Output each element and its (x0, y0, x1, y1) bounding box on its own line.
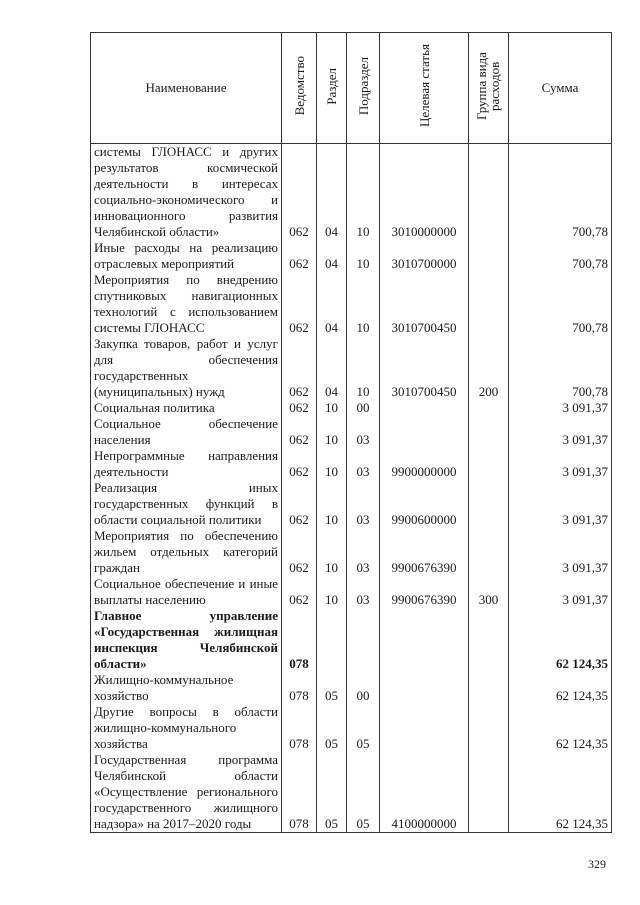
cell-vedomstvo: 062 (282, 576, 317, 608)
header-razdel: Раздел (317, 33, 347, 144)
header-target-article: Целевая статья (380, 33, 469, 144)
cell-razdel: 10 (317, 448, 347, 480)
cell-razdel: 05 (317, 704, 347, 752)
cell-razdel: 05 (317, 752, 347, 833)
cell-podrazdel: 03 (347, 416, 380, 448)
cell-podrazdel: 03 (347, 576, 380, 608)
cell-sum: 62 124,35 (509, 672, 612, 704)
cell-target-article: 3010000000 (380, 144, 469, 241)
budget-table (90, 32, 612, 833)
cell-sum: 3 091,37 (509, 480, 612, 528)
cell-sum: 3 091,37 (509, 528, 612, 576)
cell-podrazdel: 05 (347, 704, 380, 752)
cell-name: Социальное обеспечение и иные выплаты населению (91, 576, 282, 608)
cell-expense-group (469, 448, 509, 480)
header-sum: Сумма (509, 33, 612, 144)
cell-target-article: 3010700450 (380, 336, 469, 400)
cell-target-article (380, 704, 469, 752)
cell-vedomstvo: 078 (282, 672, 317, 704)
cell-vedomstvo: 062 (282, 240, 317, 272)
cell-vedomstvo: 078 (282, 608, 317, 672)
header-expense-group: Группа вида расходов (469, 33, 509, 144)
cell-name: Другие вопросы в области жилищно-коммунального хозяйства (91, 704, 282, 752)
cell-name: Государственная программа Челябинской области «Осуществление регионального государственного жилищного надзора» на 2017–2020 годы (91, 752, 282, 833)
cell-podrazdel: 10 (347, 272, 380, 336)
cell-podrazdel: 03 (347, 480, 380, 528)
cell-name: Закупка товаров, работ и услуг для обеспечения государственных (муниципальных) нужд (91, 336, 282, 400)
cell-razdel: 04 (317, 144, 347, 241)
cell-target-article (380, 672, 469, 704)
cell-sum: 700,78 (509, 240, 612, 272)
cell-podrazdel (347, 608, 380, 672)
table-row (91, 704, 612, 752)
cell-podrazdel: 03 (347, 448, 380, 480)
cell-name: Иные расходы на реализацию отраслевых мероприятий (91, 240, 282, 272)
cell-vedomstvo: 062 (282, 480, 317, 528)
cell-vedomstvo: 062 (282, 272, 317, 336)
cell-sum: 62 124,35 (509, 752, 612, 833)
cell-vedomstvo: 062 (282, 416, 317, 448)
cell-target-article: 9900000000 (380, 448, 469, 480)
cell-podrazdel: 03 (347, 528, 380, 576)
cell-sum: 62 124,35 (509, 704, 612, 752)
cell-expense-group (469, 480, 509, 528)
cell-vedomstvo: 062 (282, 400, 317, 416)
cell-name: Главное управление «Государственная жилищная инспекция Челябинской области» (91, 608, 282, 672)
cell-podrazdel: 10 (347, 144, 380, 241)
cell-name: Жилищно-коммунальное хозяйство (91, 672, 282, 704)
cell-razdel: 04 (317, 240, 347, 272)
cell-sum: 3 091,37 (509, 576, 612, 608)
cell-target-article: 9900676390 (380, 528, 469, 576)
cell-sum: 3 091,37 (509, 448, 612, 480)
cell-razdel: 10 (317, 480, 347, 528)
cell-sum: 3 091,37 (509, 400, 612, 416)
table-row (91, 240, 612, 272)
table-row (91, 480, 612, 528)
cell-name: Социальная политика (91, 400, 282, 416)
cell-razdel: 04 (317, 336, 347, 400)
cell-target-article: 9900600000 (380, 480, 469, 528)
table-row (91, 448, 612, 480)
cell-expense-group (469, 144, 509, 241)
cell-name: Мероприятия по обеспечению жильем отдельных категорий граждан (91, 528, 282, 576)
cell-target-article (380, 608, 469, 672)
table-row (91, 608, 612, 672)
cell-podrazdel: 10 (347, 240, 380, 272)
cell-sum: 700,78 (509, 336, 612, 400)
cell-podrazdel: 00 (347, 400, 380, 416)
cell-expense-group (469, 608, 509, 672)
cell-podrazdel: 00 (347, 672, 380, 704)
cell-expense-group (469, 272, 509, 336)
cell-sum: 62 124,35 (509, 608, 612, 672)
cell-name: Мероприятия по внедрению спутниковых навигационных технологий с использованием системы ГЛОНАСС (91, 272, 282, 336)
table-row (91, 752, 612, 833)
cell-vedomstvo: 078 (282, 704, 317, 752)
table-row (91, 576, 612, 608)
cell-expense-group (469, 704, 509, 752)
cell-vedomstvo: 062 (282, 144, 317, 241)
cell-target-article (380, 416, 469, 448)
cell-podrazdel: 10 (347, 336, 380, 400)
header-name: Наименование (91, 33, 282, 144)
table-header-row (91, 33, 612, 144)
cell-name: системы ГЛОНАСС и других результатов космической деятельности в интересах социально-экономического и инновационного развития Челябинской области» (91, 144, 282, 241)
cell-expense-group (469, 528, 509, 576)
header-podrazdel: Подраздел (347, 33, 380, 144)
cell-razdel: 10 (317, 400, 347, 416)
cell-expense-group (469, 400, 509, 416)
cell-target-article: 3010700450 (380, 272, 469, 336)
cell-target-article: 9900676390 (380, 576, 469, 608)
cell-name: Реализация иных государственных функций в области социальной политики (91, 480, 282, 528)
cell-expense-group: 200 (469, 336, 509, 400)
cell-target-article (380, 400, 469, 416)
cell-sum: 700,78 (509, 272, 612, 336)
cell-expense-group (469, 672, 509, 704)
table-row (91, 336, 612, 400)
cell-vedomstvo: 078 (282, 752, 317, 833)
table-row (91, 144, 612, 241)
cell-target-article: 4100000000 (380, 752, 469, 833)
table-row (91, 272, 612, 336)
cell-vedomstvo: 062 (282, 336, 317, 400)
cell-sum: 3 091,37 (509, 416, 612, 448)
cell-razdel: 10 (317, 528, 347, 576)
cell-expense-group (469, 240, 509, 272)
cell-name: Непрограммные направления деятельности (91, 448, 282, 480)
table-row (91, 400, 612, 416)
cell-razdel: 10 (317, 416, 347, 448)
table-row (91, 416, 612, 448)
table-row (91, 672, 612, 704)
cell-expense-group: 300 (469, 576, 509, 608)
page-number: 329 (588, 857, 606, 871)
cell-vedomstvo: 062 (282, 528, 317, 576)
cell-razdel: 05 (317, 672, 347, 704)
cell-razdel (317, 608, 347, 672)
header-vedomstvo: Ведомство (282, 33, 317, 144)
cell-expense-group (469, 416, 509, 448)
cell-expense-group (469, 752, 509, 833)
cell-sum: 700,78 (509, 144, 612, 241)
cell-target-article: 3010700000 (380, 240, 469, 272)
table-row (91, 528, 612, 576)
cell-razdel: 10 (317, 576, 347, 608)
cell-name: Социальное обеспечение населения (91, 416, 282, 448)
cell-razdel: 04 (317, 272, 347, 336)
cell-podrazdel: 05 (347, 752, 380, 833)
cell-vedomstvo: 062 (282, 448, 317, 480)
